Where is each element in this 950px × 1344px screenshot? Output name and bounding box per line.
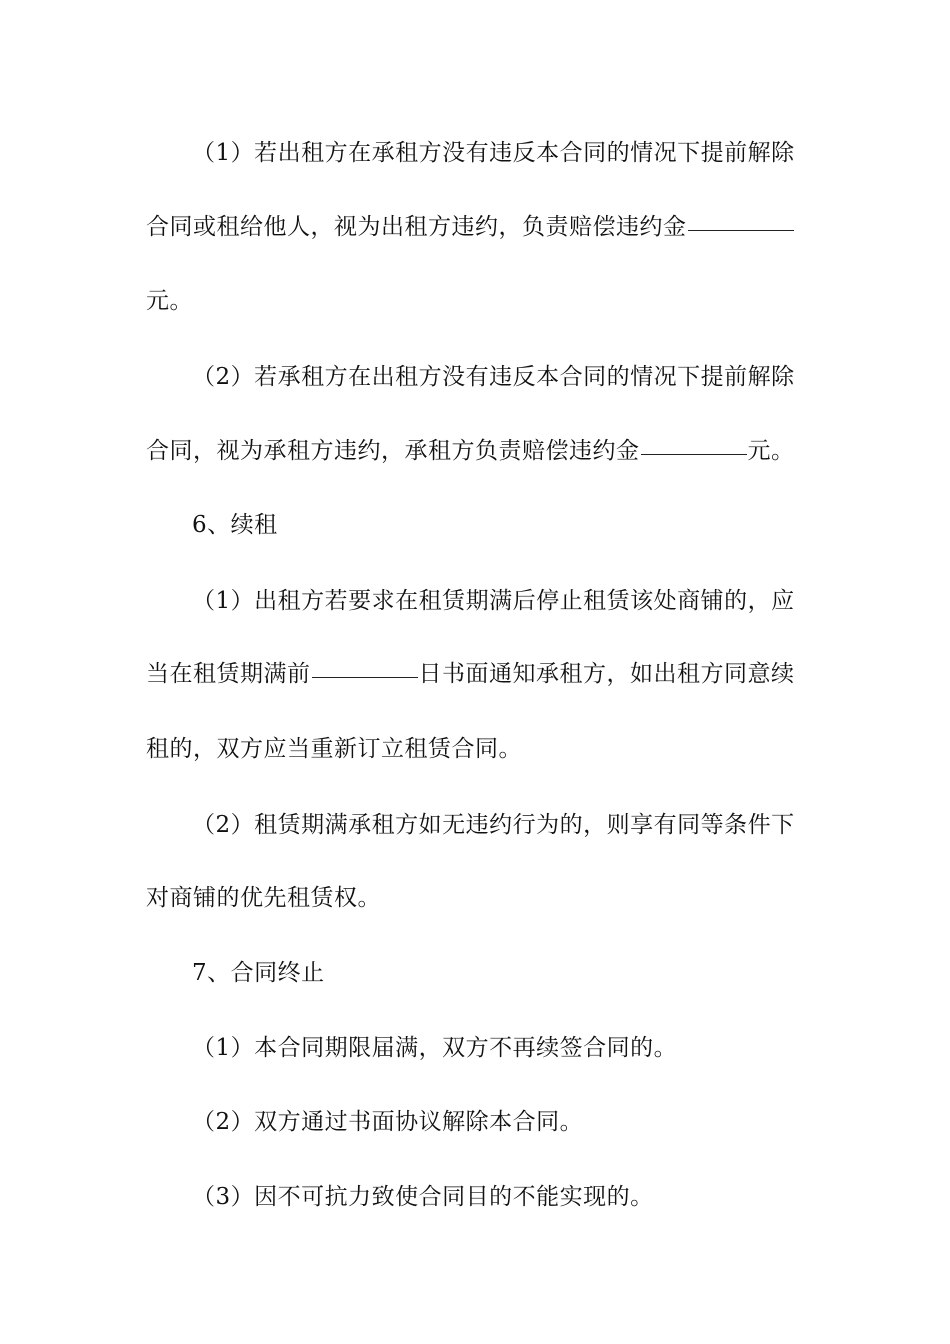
section-6-heading: 6、续租	[192, 512, 278, 538]
section-6-paragraph-1-line-3: 租的，双方应当重新订立租赁合同。	[146, 736, 522, 762]
section-6-paragraph-1-line-2	[146, 659, 816, 689]
paragraph-2-line-1: （2）若承租方在出租方没有违反本合同的情况下提前解除	[192, 364, 795, 390]
paragraph-2-line-2	[146, 436, 816, 466]
section-7-item-2: （2）双方通过书面协议解除本合同。	[192, 1109, 584, 1135]
paragraph-1-line-2	[146, 212, 816, 242]
section-6-paragraph-1-line-1: （1）出租方若要求在租赁期满后停止租赁该处商铺的，应	[192, 588, 795, 614]
paragraph-1-line-2-text: 合同或租给他人，视为出租方违约，负责赔偿违约金	[146, 214, 687, 240]
fill-in-blank[interactable]	[312, 676, 418, 678]
paragraph-2-line-2-end: 元。	[747, 438, 795, 464]
section-6-paragraph-1-line-2-start: 当在租赁期满前	[146, 661, 311, 687]
section-7-item-3: （3）因不可抗力致使合同目的不能实现的。	[192, 1184, 654, 1210]
fill-in-blank[interactable]	[641, 453, 747, 455]
section-6-paragraph-2-line-1: （2）租赁期满承租方如无违约行为的，则享有同等条件下	[192, 812, 795, 838]
fill-in-blank[interactable]	[688, 229, 794, 231]
section-7-item-1: （1）本合同期限届满，双方不再续签合同的。	[192, 1035, 678, 1061]
paragraph-1-line-3: 元。	[146, 288, 193, 314]
section-7-heading: 7、合同终止	[192, 960, 325, 986]
paragraph-1-line-1: （1）若出租方在承租方没有违反本合同的情况下提前解除	[192, 140, 795, 166]
section-6-paragraph-1-line-2-end: 日书面通知承租方，如出租方同意续	[418, 661, 795, 687]
section-6-paragraph-2-line-2: 对商铺的优先租赁权。	[146, 885, 381, 911]
paragraph-2-line-2-text: 合同，视为承租方违约，承租方负责赔偿违约金	[146, 438, 640, 464]
